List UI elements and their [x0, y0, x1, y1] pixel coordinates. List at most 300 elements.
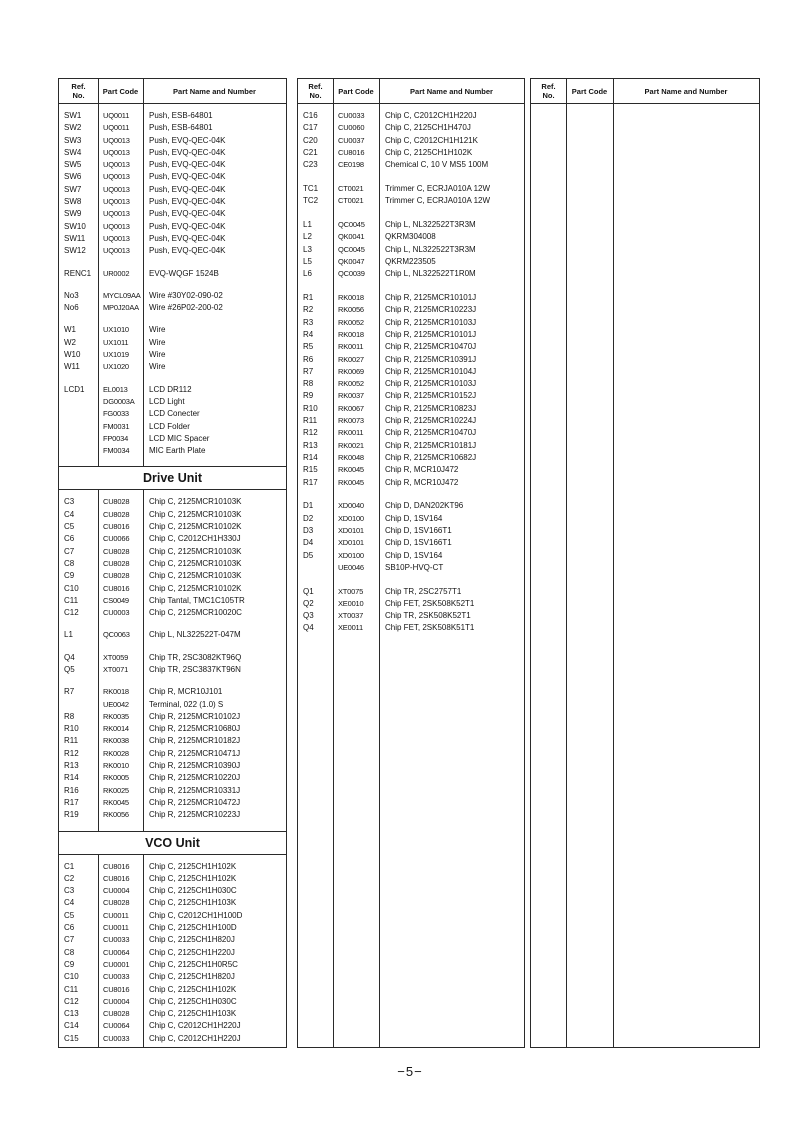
part-code-cell: QK0047 [338, 256, 365, 266]
part-name-cell: Chip R, 2125MCR10224J [385, 416, 477, 426]
table-row [298, 550, 524, 562]
ref-no-cell: C1 [64, 861, 75, 871]
ref-no-cell: C9 [64, 959, 75, 969]
part-name-cell: Push, EVQ-QEC-04K [149, 209, 226, 219]
table-row [298, 110, 524, 122]
part-code-cell: CU0004 [103, 996, 130, 1006]
part-code-cell: UX1020 [103, 362, 129, 372]
part-name-cell: Chip C, C2012CH1H220J [149, 1033, 241, 1043]
table-row [59, 1033, 286, 1045]
header-ref-line1: Ref. [308, 82, 323, 91]
part-name-cell: Chip C, 2125MCR10102K [149, 583, 242, 593]
part-code-cell: CU0033 [103, 972, 130, 982]
ref-no-cell: C7 [64, 546, 75, 556]
ref-no-cell: L5 [303, 256, 312, 266]
table-row [59, 947, 286, 959]
part-name-cell: Push, EVQ-QEC-04K [149, 147, 226, 157]
ref-no-cell: SW8 [64, 197, 82, 207]
part-code-cell: UX1010 [103, 325, 129, 335]
part-name-cell: Chip C, 2125MCR10103K [149, 497, 242, 507]
part-code-cell: RK0018 [103, 687, 129, 697]
part-code-cell: FM0034 [103, 446, 130, 456]
ref-no-cell [59, 396, 98, 408]
ref-no-cell: R7 [64, 687, 75, 697]
part-name-cell: Chip R, 2125MCR10472J [149, 797, 241, 807]
part-name-cell: Chip L, NL322522T-047M [149, 630, 241, 640]
table-row [59, 711, 286, 723]
ref-no-cell [59, 445, 98, 457]
part-code-cell: UQ0013 [103, 209, 130, 219]
part-code-cell: XD0101 [338, 525, 364, 535]
part-code-cell: RK0025 [103, 785, 129, 795]
table-row [59, 934, 286, 946]
header-part-name [613, 79, 759, 103]
ref-no-cell: SW3 [64, 135, 82, 145]
row-group [59, 629, 286, 641]
header-part-code-label: Part Code [571, 86, 608, 96]
part-name-cell: Push, EVQ-QEC-04K [149, 160, 226, 170]
table-row [59, 196, 286, 208]
table-row [59, 546, 286, 558]
table-row [298, 598, 524, 610]
part-code-cell: RK0045 [338, 465, 364, 475]
ref-no-cell: C5 [64, 910, 75, 920]
part-name-cell: MIC Earth Plate [149, 446, 206, 456]
part-name-cell: Chip R, 2125MCR10220J [149, 773, 241, 783]
header-part-name [379, 79, 524, 103]
part-name-cell: Chip C, 2125CH1H470J [385, 123, 471, 133]
part-code-cell: UQ0013 [103, 246, 130, 256]
part-code-cell: UQ0011 [103, 111, 130, 120]
column-divider [333, 79, 334, 1047]
row-group [59, 496, 286, 619]
part-name-cell: Chip C, 2125MCR10103K [149, 571, 242, 581]
header-ref-line2: No. [309, 91, 322, 100]
ref-no-cell: SW2 [64, 123, 82, 133]
part-code-cell: UX1019 [103, 350, 129, 360]
table-row [298, 403, 524, 415]
table-row [59, 785, 286, 797]
row-group [298, 500, 524, 574]
table-row [59, 110, 286, 122]
part-code-cell: RK0056 [338, 305, 364, 315]
header-ref-no [531, 79, 566, 103]
table-row [298, 513, 524, 525]
ref-no-cell: RENC1 [64, 268, 92, 278]
ref-no-cell: C10 [64, 972, 79, 982]
part-name-cell: Chip C, 2125CH1H103K [149, 1009, 237, 1019]
ref-no-cell [59, 421, 98, 433]
ref-no-cell: C15 [64, 1033, 79, 1043]
part-name-cell: EVQ-WQGF 1524B [149, 268, 219, 278]
part-name-cell: Chip L, NL322522T3R3M [385, 244, 476, 254]
ref-no-cell: SW12 [64, 246, 86, 256]
part-name-cell: Chip R, 2125MCR10181J [385, 440, 477, 450]
part-name-cell: Chip Tantal, TMC1C105TR [149, 595, 245, 605]
part-name-cell: Chip TR, 2SC3837KT96N [149, 664, 241, 674]
table-row [298, 317, 524, 329]
part-code-cell: CU0064 [103, 1021, 130, 1031]
ref-no-cell: C3 [64, 886, 75, 896]
table-row [59, 809, 286, 821]
part-name-cell: QKRM304008 [385, 232, 436, 242]
table-row [59, 583, 286, 595]
part-name-cell: Chip C, C2012CH1H330J [149, 534, 241, 544]
table-row [59, 171, 286, 183]
section-title-vco-unit: VCO Unit [59, 831, 286, 855]
ref-no-cell: Q1 [303, 586, 314, 596]
part-code-cell: XT0059 [103, 652, 129, 662]
column-divider [566, 79, 567, 1047]
part-name-cell: Push, EVQ-QEC-04K [149, 197, 226, 207]
table-row [59, 349, 286, 361]
part-code-cell: RK0045 [103, 797, 129, 807]
part-name-cell: Wire [149, 362, 166, 372]
part-name-cell: Chip R, 2125MCR10682J [385, 452, 477, 462]
part-name-cell: Wire [149, 337, 166, 347]
part-name-cell: Chip R, 2125MCR10470J [385, 342, 477, 352]
part-code-cell: CT0021 [338, 183, 364, 193]
ref-no-cell: R11 [303, 416, 318, 426]
ref-no-cell: Q2 [303, 598, 314, 608]
ref-no-cell: W2 [64, 337, 76, 347]
part-code-cell: RK0038 [103, 736, 129, 746]
ref-no-cell: C10 [64, 583, 79, 593]
part-code-cell: XD0101 [338, 538, 364, 548]
part-name-cell: Chip C, 2125CH1H102K [149, 984, 237, 994]
part-name-cell: LCD Folder [149, 421, 190, 431]
table-row [59, 570, 286, 582]
ref-no-cell: Q4 [64, 652, 75, 662]
ref-no-cell: R8 [303, 379, 314, 389]
part-name-cell: Push, ESB-64801 [149, 123, 213, 133]
ref-no-cell: TC2 [303, 196, 319, 206]
part-code-cell: QC0039 [338, 269, 365, 279]
table-row [298, 244, 524, 256]
part-code-cell: CU0064 [103, 947, 130, 957]
part-name-cell: Chip FET, 2SK508K52T1 [385, 598, 475, 608]
ref-no-cell: C16 [303, 111, 318, 120]
part-name-cell: Chip D, 1SV164 [385, 513, 443, 523]
table-row [59, 122, 286, 134]
part-code-cell: RK0052 [338, 317, 364, 327]
part-code-cell: XT0037 [338, 611, 364, 621]
part-name-cell: Push, EVQ-QEC-04K [149, 135, 226, 145]
header-part-code-label: Part Code [338, 86, 374, 96]
part-name-cell: Chip C, 2125CH1H0R5C [149, 959, 238, 969]
part-code-cell: RK0021 [338, 440, 364, 450]
table-row [59, 558, 286, 570]
part-code-cell: CU0037 [338, 135, 365, 145]
row-group [59, 290, 286, 315]
ref-no-cell: R7 [303, 366, 314, 376]
table-row [59, 885, 286, 897]
ref-no-cell: C14 [64, 1021, 79, 1031]
part-code-cell: RK0045 [338, 477, 364, 487]
part-name-cell: Chip C, 2125CH1H102K [385, 147, 473, 157]
header-ref-line2: No. [542, 91, 555, 100]
part-name-cell: Chip R, 2125MCR10103J [385, 379, 477, 389]
part-code-cell: CU8028 [103, 509, 130, 519]
ref-no-cell: D3 [303, 525, 314, 535]
header-ref-line1: Ref. [71, 82, 86, 91]
part-name-cell: Chip C, 2125MCR10103K [149, 509, 242, 519]
part-name-cell: Chip R, 2125MCR10331J [149, 785, 241, 795]
table-row [59, 421, 286, 433]
part-code-cell: CU0033 [338, 111, 365, 120]
parts-table-2 [297, 78, 525, 1048]
part-name-cell: Chip R, 2125MCR10101J [385, 329, 477, 339]
ref-no-cell: C17 [303, 123, 318, 133]
part-name-cell: Chemical C, 10 V MS5 100M [385, 160, 489, 170]
part-code-cell: QC0045 [338, 220, 365, 230]
table-row [59, 607, 286, 619]
table-row [59, 521, 286, 533]
table-row [298, 366, 524, 378]
header-part-code-label: Part Code [102, 86, 139, 96]
table-row [298, 562, 524, 574]
table-row [298, 341, 524, 353]
table-row [298, 304, 524, 316]
table-row [59, 723, 286, 735]
header-part-code [98, 79, 143, 103]
ref-no-cell: R17 [64, 797, 79, 807]
part-name-cell: Chip C, 2125CH1H220J [149, 947, 235, 957]
ref-no-cell: SW5 [64, 160, 82, 170]
part-name-cell: Chip FET, 2SK508K51T1 [385, 623, 475, 633]
ref-no-cell: C9 [64, 571, 75, 581]
ref-no-cell: L1 [303, 220, 312, 230]
table-row [59, 699, 286, 711]
part-code-cell: FM0031 [103, 421, 130, 431]
part-code-cell: EL0013 [103, 384, 128, 394]
table-row [298, 610, 524, 622]
ref-no-cell: D5 [303, 550, 314, 560]
table-row [298, 477, 524, 489]
ref-no-cell: SW9 [64, 209, 82, 219]
ref-no-cell: W1 [64, 325, 76, 335]
ref-no-cell: L1 [64, 630, 73, 640]
table-row [59, 445, 286, 457]
table-row [298, 525, 524, 537]
table-row [59, 408, 286, 420]
part-name-cell: Chip R, 2125MCR10104J [385, 366, 477, 376]
ref-no-cell: C23 [303, 160, 318, 170]
part-name-cell: Chip R, 2125MCR10103J [385, 317, 477, 327]
table-row [59, 396, 286, 408]
part-code-cell: CU0003 [103, 608, 130, 618]
part-name-cell: Chip TR, 2SK508K52T1 [385, 611, 471, 621]
part-code-cell: CU8028 [103, 1009, 130, 1019]
part-name-cell: LCD DR112 [149, 384, 192, 394]
row-group [59, 268, 286, 280]
part-name-cell: Chip C, C2012CH1H100D [149, 910, 243, 920]
table-row [59, 959, 286, 971]
part-code-cell: UE0046 [338, 562, 364, 572]
part-code-cell: RK0028 [103, 748, 129, 758]
table-row [298, 195, 524, 207]
table-row [59, 760, 286, 772]
header-part-name [143, 79, 286, 103]
part-code-cell: RK0069 [338, 366, 364, 376]
part-name-cell: SB10P-HVQ-CT [385, 562, 444, 572]
table-row [59, 184, 286, 196]
ref-no-cell: C8 [64, 558, 75, 568]
ref-no-cell: SW1 [64, 111, 82, 120]
part-code-cell: FG0033 [103, 409, 129, 419]
part-code-cell: RK0011 [338, 342, 364, 352]
table-row [298, 622, 524, 634]
ref-no-cell: R5 [303, 342, 314, 352]
table-row [298, 354, 524, 366]
ref-no-cell: No3 [64, 290, 79, 300]
ref-no-cell: R12 [303, 428, 318, 438]
part-name-cell: LCD Light [149, 396, 185, 406]
table-row [59, 984, 286, 996]
ref-no-cell: R3 [303, 317, 314, 327]
part-name-cell: Chip C, 2125CH1H820J [149, 935, 235, 945]
table-row [298, 231, 524, 243]
part-name-cell: Chip TR, 2SC3082KT96Q [149, 652, 242, 662]
part-name-cell: Trimmer C, ECRJA010A 12W [385, 183, 491, 193]
part-code-cell: FP0034 [103, 433, 129, 443]
table-row [298, 329, 524, 341]
ref-no-cell: C20 [303, 135, 318, 145]
ref-no-cell: C11 [64, 595, 79, 605]
table-row [59, 971, 286, 983]
ref-no-cell: D4 [303, 538, 314, 548]
part-code-cell: CU0004 [103, 886, 130, 896]
table-row [59, 910, 286, 922]
part-code-cell: RK0011 [338, 428, 364, 438]
ref-no-cell: C3 [64, 497, 75, 507]
table-header [59, 79, 286, 104]
part-name-cell: Chip C, 2125CH1H102K [149, 861, 237, 871]
ref-no-cell: C12 [64, 608, 79, 618]
ref-no-cell: R9 [303, 391, 314, 401]
ref-no-cell: R13 [64, 761, 79, 771]
part-code-cell: RK0018 [338, 329, 364, 339]
part-name-cell: Chip L, NL322522T3R3M [385, 220, 476, 230]
part-code-cell: CU8016 [103, 583, 130, 593]
part-name-cell: Trimmer C, ECRJA010A 12W [385, 196, 491, 206]
ref-no-cell: C11 [64, 984, 79, 994]
ref-no-cell: L2 [303, 232, 312, 242]
part-code-cell: QC0063 [103, 630, 130, 640]
ref-no-cell: Q4 [303, 623, 314, 633]
part-name-cell: LCD Conecter [149, 409, 200, 419]
ref-no-cell [59, 408, 98, 420]
header-part-name-label: Part Name and Number [173, 86, 256, 96]
table-row [59, 433, 286, 445]
part-name-cell: Push, EVQ-QEC-04K [149, 233, 226, 243]
row-group [59, 324, 286, 373]
part-name-cell: Chip R, MCR10J472 [385, 465, 459, 475]
ref-no-cell: R19 [64, 810, 79, 820]
ref-no-cell: R11 [64, 736, 79, 746]
table-row [59, 1008, 286, 1020]
part-code-cell: RK0048 [338, 452, 364, 462]
table-row [59, 748, 286, 760]
part-code-cell: XT0071 [103, 664, 129, 674]
part-name-cell: Chip R, 2125MCR10223J [149, 810, 241, 820]
ref-no-cell: LCD1 [64, 384, 85, 394]
table-row [59, 922, 286, 934]
table-row [59, 208, 286, 220]
part-code-cell: XE0011 [338, 623, 363, 633]
table-row [298, 586, 524, 598]
column-divider [98, 79, 99, 1047]
part-code-cell: CU8028 [103, 546, 130, 556]
header-part-name-label: Part Name and Number [644, 86, 728, 96]
part-code-cell: RK0018 [338, 293, 364, 303]
part-name-cell: LCD MIC Spacer [149, 433, 210, 443]
table-row [298, 452, 524, 464]
part-name-cell: Chip R, 2125MCR10680J [149, 724, 241, 734]
part-code-cell: CU8016 [103, 873, 130, 883]
table-row [298, 268, 524, 280]
part-code-cell: XT0075 [338, 586, 364, 596]
part-name-cell: Chip D, 1SV166T1 [385, 538, 452, 548]
part-code-cell: RK0067 [338, 403, 364, 413]
table-row [59, 147, 286, 159]
part-name-cell: Push, EVQ-QEC-04K [149, 172, 226, 182]
part-code-cell: UR0002 [103, 268, 130, 278]
table-row [298, 427, 524, 439]
part-code-cell: UQ0013 [103, 172, 130, 182]
part-code-cell: RK0014 [103, 724, 129, 734]
ref-no-cell: C13 [64, 1009, 79, 1019]
part-name-cell: Chip R, 2125MCR10182J [149, 736, 241, 746]
table-row [59, 629, 286, 641]
table-row [298, 122, 524, 134]
part-name-cell: Chip C, 2125MCR10103K [149, 546, 242, 556]
ref-no-cell: W10 [64, 350, 81, 360]
table-row [298, 292, 524, 304]
ref-no-cell: R16 [64, 785, 79, 795]
part-code-cell: QK0041 [338, 232, 365, 242]
part-name-cell: Chip C, 2125CH1H102K [149, 873, 237, 883]
part-name-cell: Chip R, 2125MCR10390J [149, 761, 241, 771]
part-name-cell: Chip R, 2125MCR10823J [385, 403, 477, 413]
ref-no-cell: C7 [64, 935, 75, 945]
row-group [59, 652, 286, 677]
part-code-cell: UQ0013 [103, 135, 130, 145]
table-row [298, 440, 524, 452]
part-name-cell: Chip TR, 2SC2757T1 [385, 586, 462, 596]
part-name-cell: Chip R, 2125MCR10391J [385, 354, 477, 364]
column-divider [143, 79, 144, 1047]
part-code-cell: QC0045 [338, 244, 365, 254]
part-name-cell: Wire [149, 350, 166, 360]
ref-no-cell: L6 [303, 269, 312, 279]
table-row [59, 1020, 286, 1032]
table-row [59, 664, 286, 676]
row-group [59, 686, 286, 821]
ref-no-cell [59, 433, 98, 445]
row-group [298, 292, 524, 489]
part-name-cell: Chip C, 2125MCR10103K [149, 558, 242, 568]
table-row [59, 245, 286, 257]
ref-no-cell: C6 [64, 534, 75, 544]
part-code-cell: RK0073 [338, 416, 364, 426]
part-code-cell: UX1011 [103, 337, 129, 347]
part-name-cell: Chip R, 2125MCR10223J [385, 305, 477, 315]
part-name-cell: Chip C, 2125CH1H820J [149, 972, 235, 982]
table-row [59, 509, 286, 521]
ref-no-cell: R12 [64, 748, 79, 758]
ref-no-cell: R10 [64, 724, 79, 734]
